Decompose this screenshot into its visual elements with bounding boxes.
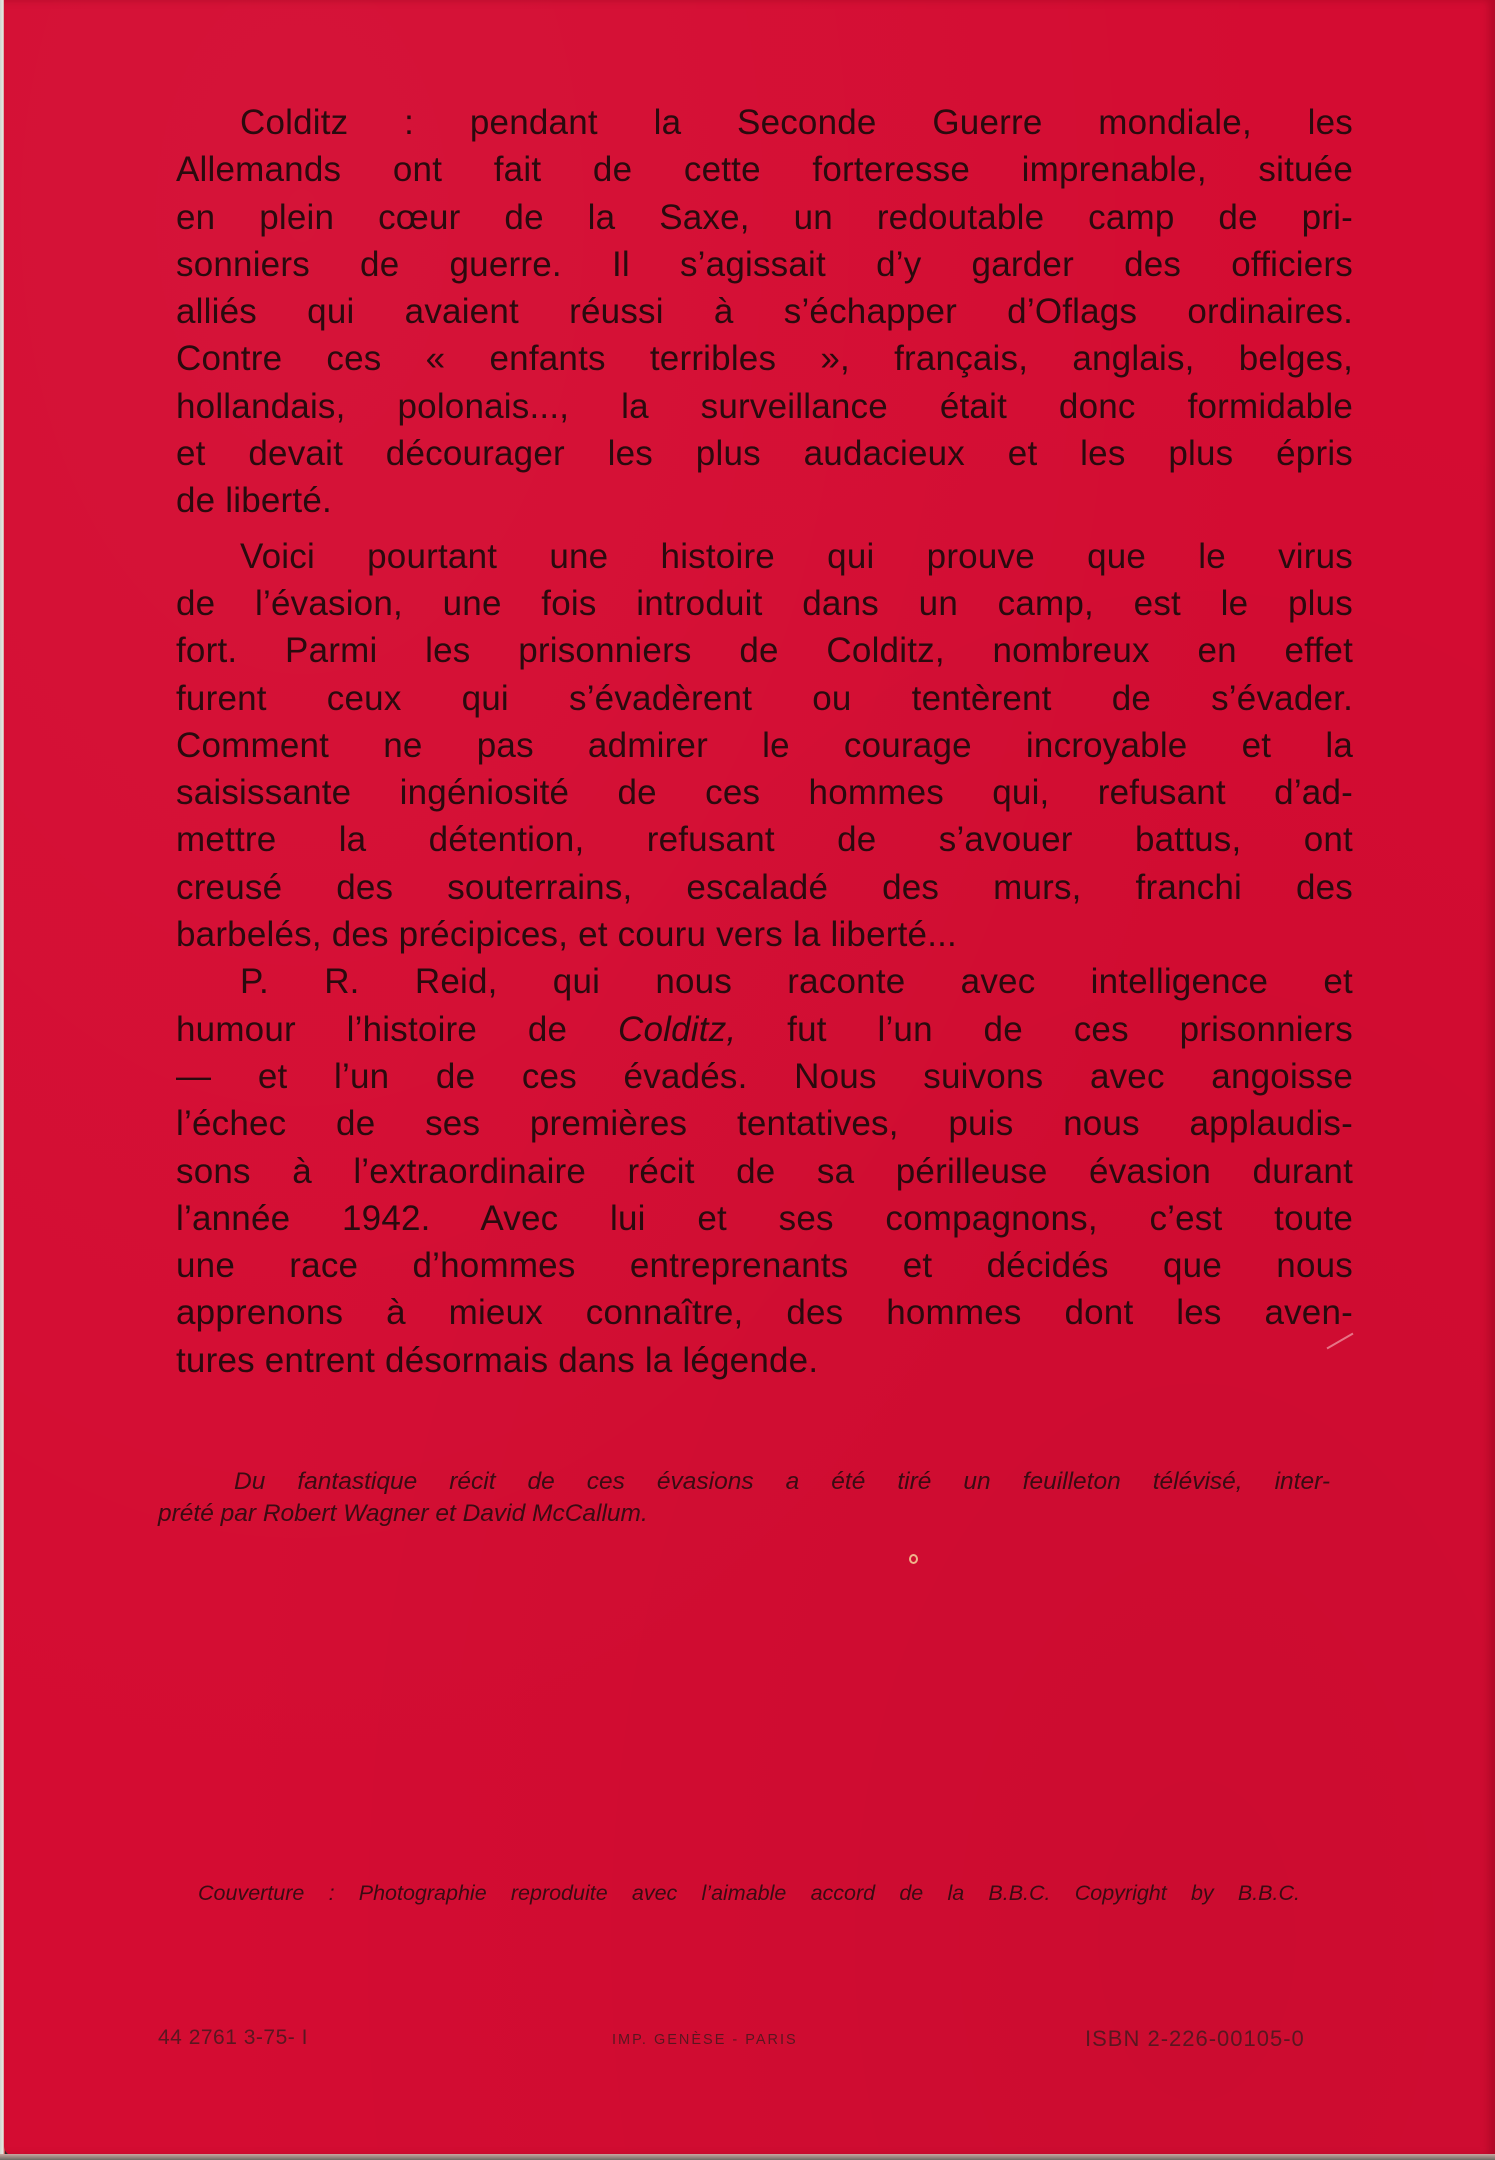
text-line: Contre ces « enfants terribles », français, anglais, belges, bbox=[176, 339, 1353, 379]
catalog-code: 44 2761 3-75- I bbox=[158, 2026, 308, 2049]
text-line: de l’évasion, une fois introduit dans un camp, est le plus bbox=[176, 583, 1353, 623]
tv-series-note bbox=[158, 1466, 1330, 1530]
text-line: apprenons à mieux connaître, des hommes dont les aven- bbox=[176, 1293, 1353, 1333]
text-line: fort. Parmi les prisonniers de Colditz, nombreux en effet bbox=[176, 631, 1353, 671]
text-segment: fut l’un de ces prisonniers bbox=[787, 1009, 1353, 1049]
text-line: saisissante ingéniosité de ces hommes qui, refusant d’ad- bbox=[176, 773, 1353, 813]
note-line: Du fantastique récit de ces évasions a été tiré un feuilleton télévisé, inter- bbox=[234, 1468, 1330, 1495]
printer-imprint: IMP. GENÈSE - PARIS bbox=[612, 2032, 798, 2048]
blurb-paragraph-3 bbox=[176, 958, 1353, 1384]
text-line: Voici pourtant une histoire qui prouve que le virus bbox=[240, 536, 1353, 576]
text-line-with-title bbox=[176, 1006, 1353, 1053]
text-line: furent ceux qui s’évadèrent ou tentèrent de s’évader. bbox=[176, 678, 1353, 718]
text-line: une race d’hommes entreprenants et décidés que nous bbox=[176, 1246, 1353, 1286]
text-line: hollandais, polonais..., la surveillance était donc formidable bbox=[176, 386, 1353, 426]
text-segment: humour l’histoire de bbox=[176, 1009, 568, 1049]
text-line: de liberté. bbox=[176, 481, 332, 521]
paper-speck bbox=[909, 1554, 918, 1564]
text-line: Comment ne pas admirer le courage incroyable et la bbox=[176, 725, 1353, 765]
text-line: tures entrent désormais dans la légende. bbox=[176, 1340, 819, 1380]
blurb-paragraph-1 bbox=[176, 99, 1353, 525]
cover-photo-credit: Couverture : Photographie reproduite avec l’aimable accord de la B.B.C. Copyright by B.B.C. bbox=[198, 1881, 1300, 1905]
isbn: ISBN 2-226-00105-0 bbox=[1085, 2026, 1305, 2051]
text-line: P. R. Reid, qui nous raconte avec intelligence et bbox=[240, 962, 1353, 1002]
text-line: mettre la détention, refusant de s’avouer battus, ont bbox=[176, 820, 1353, 860]
text-line: alliés qui avaient réussi à s’échapper d’Oflags ordinaires. bbox=[176, 292, 1353, 332]
text-line: creusé des souterrains, escaladé des murs, franchi des bbox=[176, 867, 1353, 907]
text-line: l’échec de ses premières tentatives, puis nous applaudis- bbox=[176, 1104, 1353, 1144]
blurb-paragraph-2 bbox=[176, 533, 1353, 959]
text-line: en plein cœur de la Saxe, un redoutable camp de pri- bbox=[176, 197, 1353, 237]
text-line: et devait décourager les plus audacieux et les plus épris bbox=[176, 434, 1353, 474]
note-line: prété par Robert Wagner et David McCallum. bbox=[158, 1500, 648, 1527]
text-line: l’année 1942. Avec lui et ses compagnons, c’est toute bbox=[176, 1198, 1353, 1238]
text-line: barbelés, des précipices, et couru vers la liberté... bbox=[176, 915, 957, 955]
book-edge-bottom bbox=[0, 2154, 1495, 2160]
text-line: Allemands ont fait de cette forteresse imprenable, située bbox=[176, 150, 1353, 190]
text-line: sonniers de guerre. Il s’agissait d’y garder des officiers bbox=[176, 244, 1353, 284]
text-line: sons à l’extraordinaire récit de sa périlleuse évasion durant bbox=[176, 1151, 1353, 1191]
blurb-text bbox=[176, 99, 1353, 1384]
text-line: — et l’un de ces évadés. Nous suivons avec angoisse bbox=[176, 1056, 1353, 1096]
text-line: Colditz : pendant la Seconde Guerre mondiale, les bbox=[240, 103, 1353, 142]
book-title-italic: Colditz, bbox=[618, 1009, 737, 1049]
